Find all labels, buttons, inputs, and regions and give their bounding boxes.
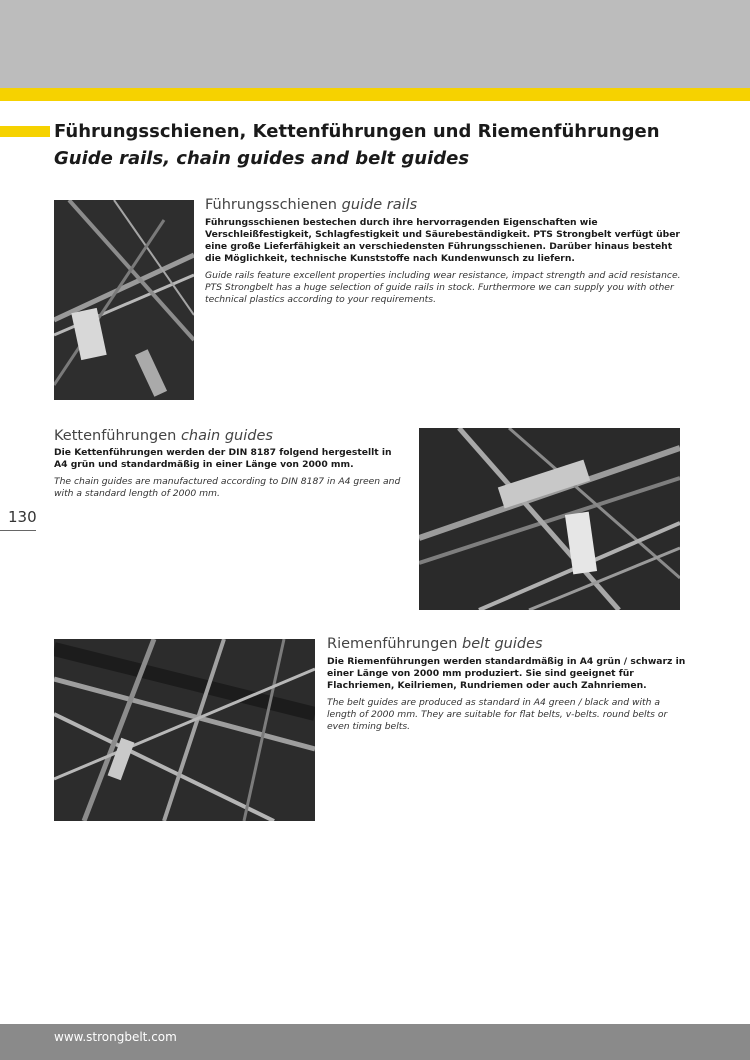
chain-guides-heading-de: Kettenführungen [54, 428, 177, 444]
chain-guides-body [54, 447, 404, 500]
guide-rails-heading-de: Führungsschienen [205, 197, 337, 213]
chain-guides-photo [419, 428, 680, 610]
page-title-en: Guide rails, chain guides and belt guides [54, 148, 470, 169]
page-title-de: Führungsschienen, Kettenführungen und Riemenführungen [54, 121, 660, 142]
belt-guides-heading-de: Riemenführungen [327, 636, 458, 652]
guide-rails-heading-en: guide rails [341, 197, 418, 213]
belt-guides-text-en: The belt guides are produced as standard in A4 green / black and with a length of 2000 mm. They are suitable for flat belts, v-belts. round belts or even timing belts. [327, 697, 668, 732]
belt-guides-body [327, 656, 689, 733]
belt-guides-heading-en: belt guides [462, 636, 543, 652]
guide-rails-photo [54, 200, 194, 400]
chain-guides-text-de: Die Kettenführungen werden der DIN 8187 folgend hergestellt in A4 grün und standardmäßig in einer Länge von 2000 mm. [54, 447, 392, 470]
footer-website-link[interactable]: www.strongbelt.com [54, 1030, 177, 1044]
guide-rails-text-en: Guide rails feature excellent properties including wear resistance, impact strength and acid resistance. PTS Strongbelt has a huge selection of guide rails in stock. Furthermore we can supply you with other technical plastics according to your requirements. [205, 270, 681, 305]
guide-rails-body [205, 217, 685, 306]
belt-guides-heading [327, 636, 543, 652]
chain-guides-heading [54, 428, 273, 444]
chain-guides-text-en: The chain guides are manufactured according to DIN 8187 in A4 green and with a standard length of 2000 mm. [54, 476, 401, 499]
belt-guides-text-de: Die Riemenführungen werden standardmäßig in A4 grün / schwarz in einer Länge von 2000 mm produziert. Sie sind geeignet für Flachriemen, Keilriemen, Rundriemen oder auch Zahnriemen. [327, 656, 686, 691]
page-number: 130 [8, 508, 37, 526]
guide-rails-text-de: Führungsschienen bestechen durch ihre hervorragenden Eigenschaften wie Verschleißfestigkeit, Schlagfestigkeit und Säurebeständigkeit. PTS Strongbelt verfügt über eine große Lieferfähigkeit an verschiedensten Führungsschienen. Darüber hinaus besteht die Möglichkeit, technische Kunststoffe nach Kundenwunsch zu liefern. [205, 217, 680, 264]
header-accent-stripe [0, 88, 750, 101]
chain-guides-heading-en: chain guides [180, 428, 273, 444]
guide-rails-heading [205, 197, 417, 213]
belt-guides-photo [54, 639, 315, 821]
title-marker [0, 126, 50, 137]
page-number-rule [0, 530, 36, 531]
header-band [0, 0, 750, 88]
